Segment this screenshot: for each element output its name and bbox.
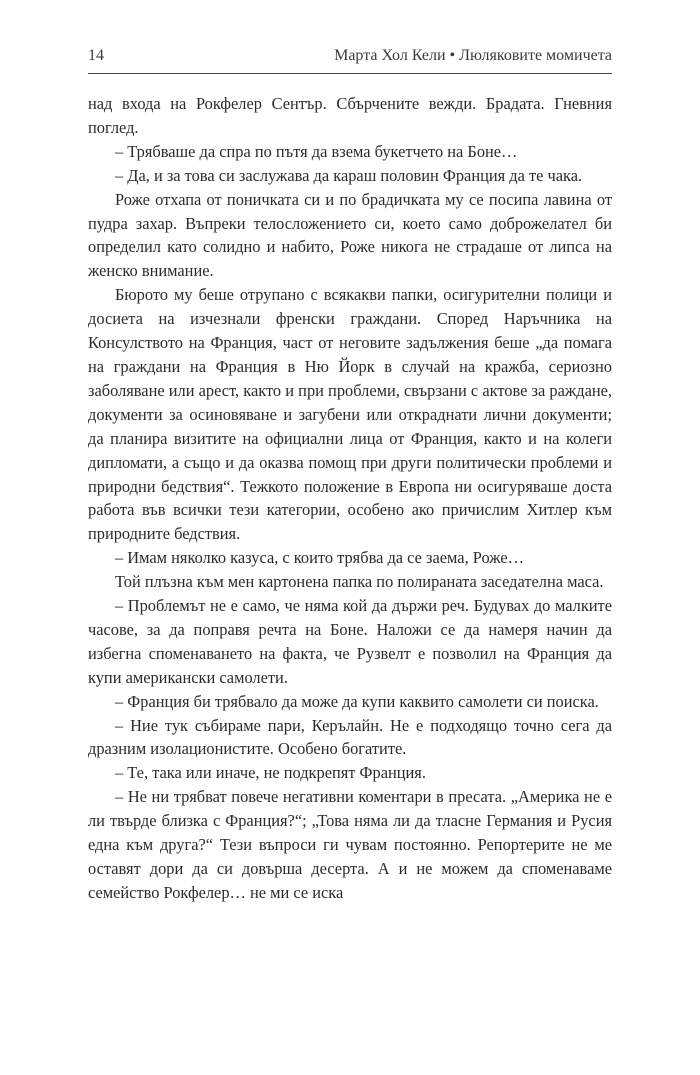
paragraph: – Те, така или иначе, не подкрепят Франция. [115, 763, 426, 783]
paragraph: Бюрото му беше отрупано с всякакви папки, осигурителни полици и досиета на изчезнали френски граждани. Според Наръчника на Консулството на Франция, част от неговите задължения беше „да помага на граждани на Франция в Ню Йорк в случай на кражба, сериозно заболяване или арест, както и при проблеми, свързани с актове за раждане, документи за осиновяване и загубени или откраднати лични документи; да планира визитите на официални лица от Франция, както и на колеги дипломати, а също и да оказва помощ при други политически проблеми и природни бедствия“. Тежкото положение в Европа ни осигуряваше доста работа във всички тези категории, особено ако причислим Хитлер към природните бедствия. [88, 285, 612, 544]
paragraph: – Ние тук събираме пари, Керълайн. Не е подходящо точно сега да дразним изолационистите. Особено богатите. [88, 715, 612, 759]
paragraph: – Да, и за това си заслужава да караш половин Франция да те чака. [115, 165, 583, 185]
paragraph: – Имам няколко казуса, с които трябва да се заема, Роже… [115, 548, 525, 568]
paragraph: – Не ни трябват повече негативни коментари в пресата. „Америка не е ли твърде близка с Франция?“; „Това няма ли да тласне Германия и Русия една към друга?“ Тези въпроси ги чувам постоянно. Репортерите не ме оставят дори да си довърша десерта. А и не можем да споменаваме семейство Рокфелер… не ми се иска [88, 787, 612, 902]
header-rule [88, 73, 612, 74]
paragraph: Роже отхапа от поничката си и по брадичката му се посипа лавина от пудра захар. Въпреки телосложението си, което само доброжелател би определил като солидно и набито, Роже никога не страдаше от липса на женско внимание. [88, 189, 612, 281]
paragraph: – Проблемът не е само, че няма кой да държи реч. Будувах до малките часове, за да поправя речта на Боне. Наложи се да намеря начин да избегна споменаването на факта, че Рузвелт е позволил на Франция да купи американски самолети. [88, 596, 612, 687]
paragraph: – Трябваше да спра по пътя да взема букетчето на Боне… [115, 141, 518, 161]
paragraph: Той плъзна към мен картонена папка по полираната заседателна маса. [115, 572, 604, 592]
paragraph: над входа на Рокфелер Сентър. Сбърчените вежди. Брадата. Гневния поглед. [88, 94, 612, 137]
page-number: 14 [88, 47, 104, 64]
body-text [88, 92, 612, 905]
running-head [88, 44, 612, 68]
running-title: Марта Хол Кели • Люляковите момичета [334, 47, 612, 64]
paragraph: – Франция би трябвало да може да купи каквито самолети си поиска. [115, 691, 599, 711]
